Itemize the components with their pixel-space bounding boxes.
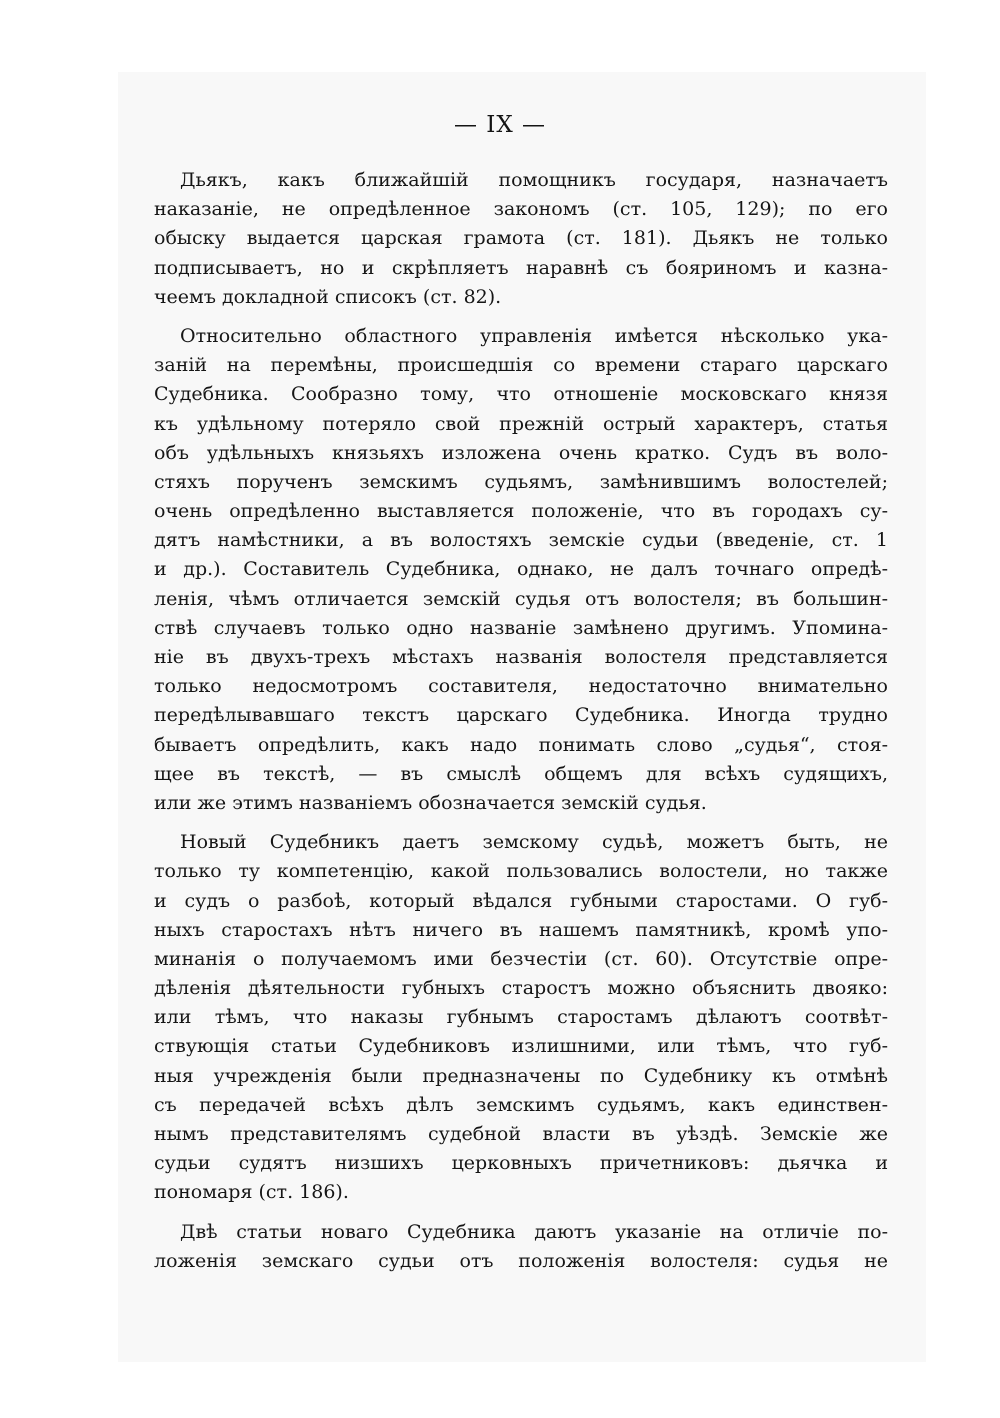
- body-text: [154, 166, 888, 1276]
- text-line: чеемъ докладной списокъ (ст. 82).: [154, 285, 502, 308]
- text-line: обыску выдается царская грамота (ст. 181). Дьякъ не только: [154, 227, 888, 250]
- text-line: только ту компетенцію, какой пользовались волостели, но также: [154, 860, 888, 883]
- text-line: судьи судятъ низшихъ церковныхъ причетниковъ: дьячка и: [154, 1152, 888, 1175]
- paragraph-gap: [154, 1208, 888, 1218]
- text-line: ніе въ двухъ-трехъ мѣстахъ названія волостеля представляется: [154, 646, 888, 668]
- text-line: ныхъ старостахъ нѣтъ ничего въ нашемъ памятникѣ, кромѣ упо-: [154, 918, 888, 941]
- paragraph-4: [154, 1218, 888, 1276]
- text-line: или же этимъ названіемъ обозначается земскій судья.: [154, 791, 707, 814]
- text-line: ложенія земскаго судьи отъ положенія волостеля: судья не: [154, 1249, 888, 1272]
- text-line: или тѣмъ, что наказы губнымъ старостамъ дѣлаютъ соотвѣт-: [154, 1006, 888, 1029]
- text-line: съ передачей всѣхъ дѣлъ земскимъ судьямъ, какъ единствен-: [154, 1093, 888, 1116]
- text-line: стяхъ порученъ земскимъ судьямъ, замѣнившимъ волостелей;: [154, 470, 888, 493]
- text-line: и судъ о разбоѣ, который вѣдался губными старостами. О губ-: [154, 889, 888, 912]
- text-line: Судебника. Сообразно тому, что отношеніе московскаго князя: [154, 383, 888, 406]
- text-line: подписываетъ, но и скрѣпляетъ наравнѣ съ бояриномъ и казна-: [154, 256, 888, 279]
- text-line: Новый Судебникъ даетъ земскому судьѣ, можетъ быть, не: [180, 831, 888, 854]
- text-line: ствѣ случаевъ только одно названіе замѣнено другимъ. Упомина-: [154, 616, 888, 639]
- text-line: бываетъ опредѣлить, какъ надо понимать слово „судья“, стоя-: [154, 733, 888, 756]
- text-line: дѣленія дѣятельности губныхъ старостъ можно объяснить двояко:: [154, 977, 888, 1000]
- text-line: нымъ представителямъ судебной власти въ уѣздѣ. Земскіе же: [154, 1123, 888, 1145]
- text-line: передѣлывавшаго текстъ царскаго Судебника. Иногда трудно: [154, 704, 888, 727]
- text-line: заній на перемѣны, происшедшія со времени стараго царскаго: [154, 354, 888, 377]
- paragraph-gap: [154, 818, 888, 828]
- text-line: ленія, чѣмъ отличается земскій судья отъ волостеля; въ большин-: [154, 587, 888, 610]
- paragraph-1: [154, 166, 888, 312]
- text-line: Двѣ статьи новаго Судебника даютъ указаніе на отличіе по-: [180, 1220, 888, 1243]
- paragraph-3: [154, 828, 888, 1207]
- text-line: наказаніе, не опредѣленное закономъ (ст. 105, 129); по его: [154, 198, 888, 221]
- text-line: очень опредѣленно выставляется положеніе, что въ городахъ су-: [154, 500, 888, 523]
- text-line: ствующія статьи Судебниковъ излишними, или тѣмъ, что губ-: [154, 1035, 888, 1058]
- text-line: пономаря (ст. 186).: [154, 1181, 349, 1204]
- text-line: объ удѣльныхъ князьяхъ изложена очень кратко. Судъ въ воло-: [154, 441, 888, 464]
- text-line: къ удѣльному потеряло свой прежній острый характеръ, статья: [154, 412, 888, 435]
- paragraph-2: [154, 322, 888, 818]
- text-line: и др.). Составитель Судебника, однако, не далъ точнаго опредѣ-: [154, 558, 888, 581]
- text-line: дятъ намѣстники, а въ волостяхъ земскіе судьи (введеніе, ст. 1: [154, 529, 888, 552]
- page-number: — IX —: [453, 112, 547, 138]
- text-line: Дьякъ, какъ ближайшій помощникъ государя, назначаетъ: [180, 169, 888, 191]
- text-line: минанія о получаемомъ ими безчестіи (ст. 60). Отсутствіе опре-: [154, 947, 888, 970]
- paragraph-gap: [154, 312, 888, 322]
- text-line: ныя учрежденія были предназначены по Судебнику къ отмѣнѣ: [154, 1064, 888, 1087]
- text-line: щее въ текстѣ, — въ смыслѣ общемъ для всѣхъ судящихъ,: [154, 762, 888, 785]
- text-line: Относительно областного управленія имѣется нѣсколько ука-: [180, 324, 888, 347]
- text-line: только недосмотромъ составителя, недостаточно внимательно: [154, 675, 888, 698]
